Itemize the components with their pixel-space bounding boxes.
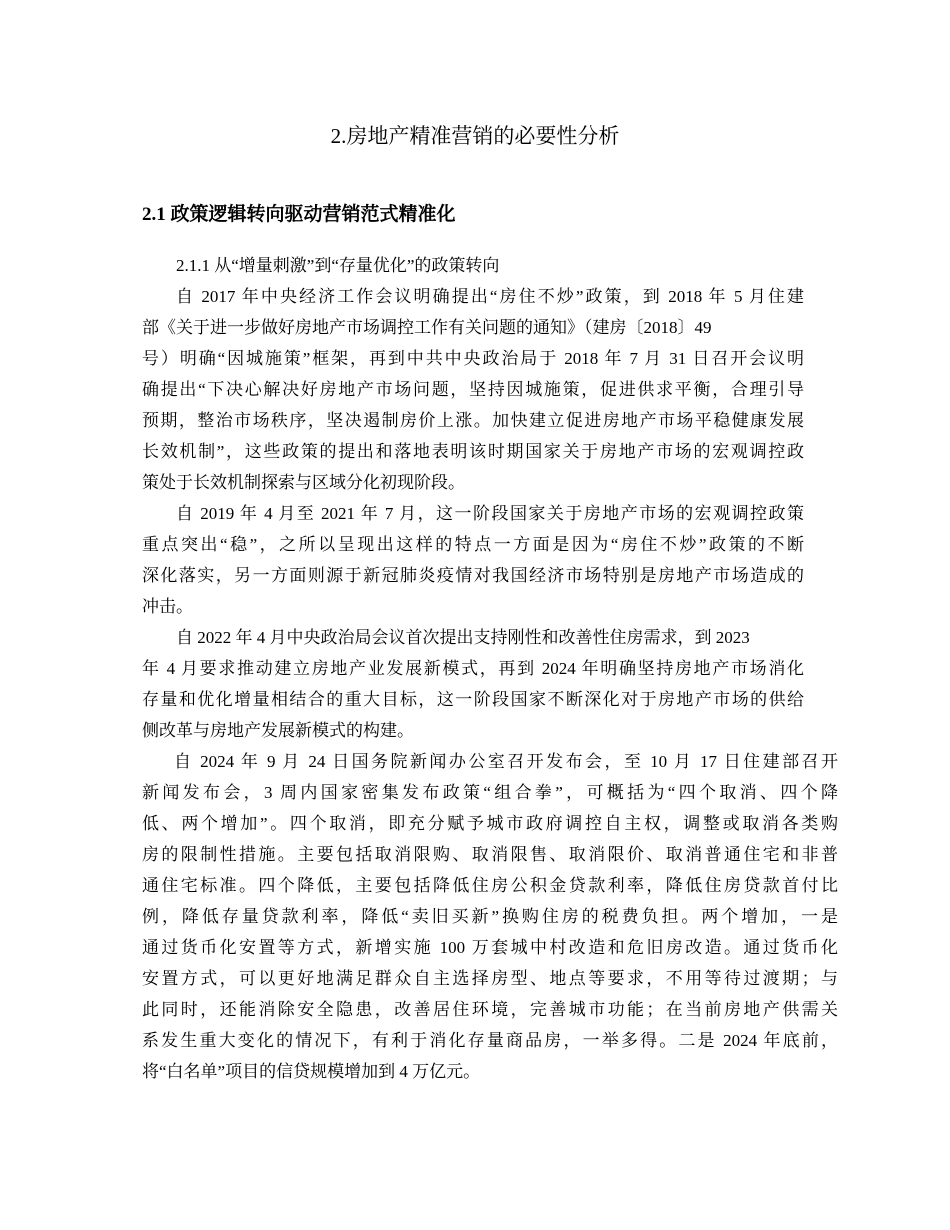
paragraph-line: 冲击。	[142, 597, 193, 616]
paragraph-line: 系发生重大变化的情况下，有利于消化存量商品房，一举多得。二是 2024 年底前，	[142, 1031, 838, 1050]
section-heading: 2.1 政策逻辑转向驱动营销范式精准化	[142, 204, 456, 225]
page-title: 2.房地产精准营销的必要性分析	[330, 124, 620, 148]
paragraph-line: 低、两个增加”。四个取消，即充分赋予城市政府调控自主权，调整或取消各类购	[142, 814, 838, 833]
paragraph-line: 部《关于进一步做好房地产市场调控工作有关问题的通知》（建房〔2018〕49	[142, 318, 712, 337]
paragraph-line: 长效机制”，这些政策的提出和落地表明该时期国家关于房地产市场的宏观调控政	[142, 442, 804, 461]
paragraph-line: 存量和优化增量相结合的重大目标，这一阶段国家不断深化对于房地产市场的供给	[142, 690, 804, 709]
subsection-heading: 2.1.1 从“增量刺激”到“存量优化”的政策转向	[176, 256, 500, 275]
paragraph-line: 预期，整治市场秩序，坚决遏制房价上涨。加快建立促进房地产市场平稳健康发展	[142, 411, 804, 430]
paragraph-line: 自 2022 年 4 月中央政治局会议首次提出支持刚性和改善性住房需求，到 2023	[176, 628, 750, 647]
paragraph-line: 自 2017 年中央经济工作会议明确提出“房住不炒”政策，到 2018 年 5 月住建	[176, 287, 804, 306]
paragraph-line: 房的限制性措施。主要包括取消限购、取消限售、取消限价、取消普通住宅和非普	[142, 845, 838, 864]
paragraph-line: 重点突出“稳”，之所以呈现出这样的特点一方面是因为“房住不炒”政策的不断	[142, 535, 804, 554]
paragraph-line: 新闻发布会，3 周内国家密集发布政策“组合拳”，可概括为“四个取消、四个降	[142, 783, 838, 802]
paragraph-line: 自 2019 年 4 月至 2021 年 7 月，这一阶段国家关于房地产市场的宏观调控政策	[176, 504, 804, 523]
paragraph-line: 自 2024 年 9 月 24 日国务院新闻办公室召开发布会，至 10 月 17 日住建部召开	[174, 752, 838, 771]
paragraph-line: 深化落实，另一方面则源于新冠肺炎疫情对我国经济市场特别是房地产市场造成的	[142, 566, 804, 585]
paragraph-line: 策处于长效机制探索与区域分化初现阶段。	[142, 473, 465, 492]
paragraph-line: 侧改革与房地产发展新模式的构建。	[142, 721, 414, 740]
paragraph-line: 安置方式，可以更好地满足群众自主选择房型、地点等要求，不用等待过渡期；与	[142, 969, 838, 988]
paragraph-line: 将“白名单”项目的信贷规模增加到 4 万亿元。	[142, 1062, 481, 1081]
paragraph-line: 号）明确“因城施策”框架，再到中共中央政治局于 2018 年 7 月 31 日召开会议明	[142, 349, 804, 368]
paragraph-line: 通过货币化安置等方式，新增实施 100 万套城中村改造和危旧房改造。通过货币化	[142, 938, 838, 957]
paragraph-line: 年 4 月要求推动建立房地产业发展新模式，再到 2024 年明确坚持房地产市场消化	[142, 659, 804, 678]
paragraph-line: 例，降低存量贷款利率，降低“卖旧买新”换购住房的税费负担。两个增加，一是	[142, 907, 838, 926]
paragraph-line: 确提出“下决心解决好房地产市场问题，坚持因城施策，促进供求平衡，合理引导	[142, 380, 804, 399]
paragraph-line: 此同时，还能消除安全隐患，改善居住环境，完善城市功能；在当前房地产供需关	[142, 1000, 838, 1019]
paragraph-line: 通住宅标准。四个降低，主要包括降低住房公积金贷款利率，降低住房贷款首付比	[142, 876, 838, 895]
